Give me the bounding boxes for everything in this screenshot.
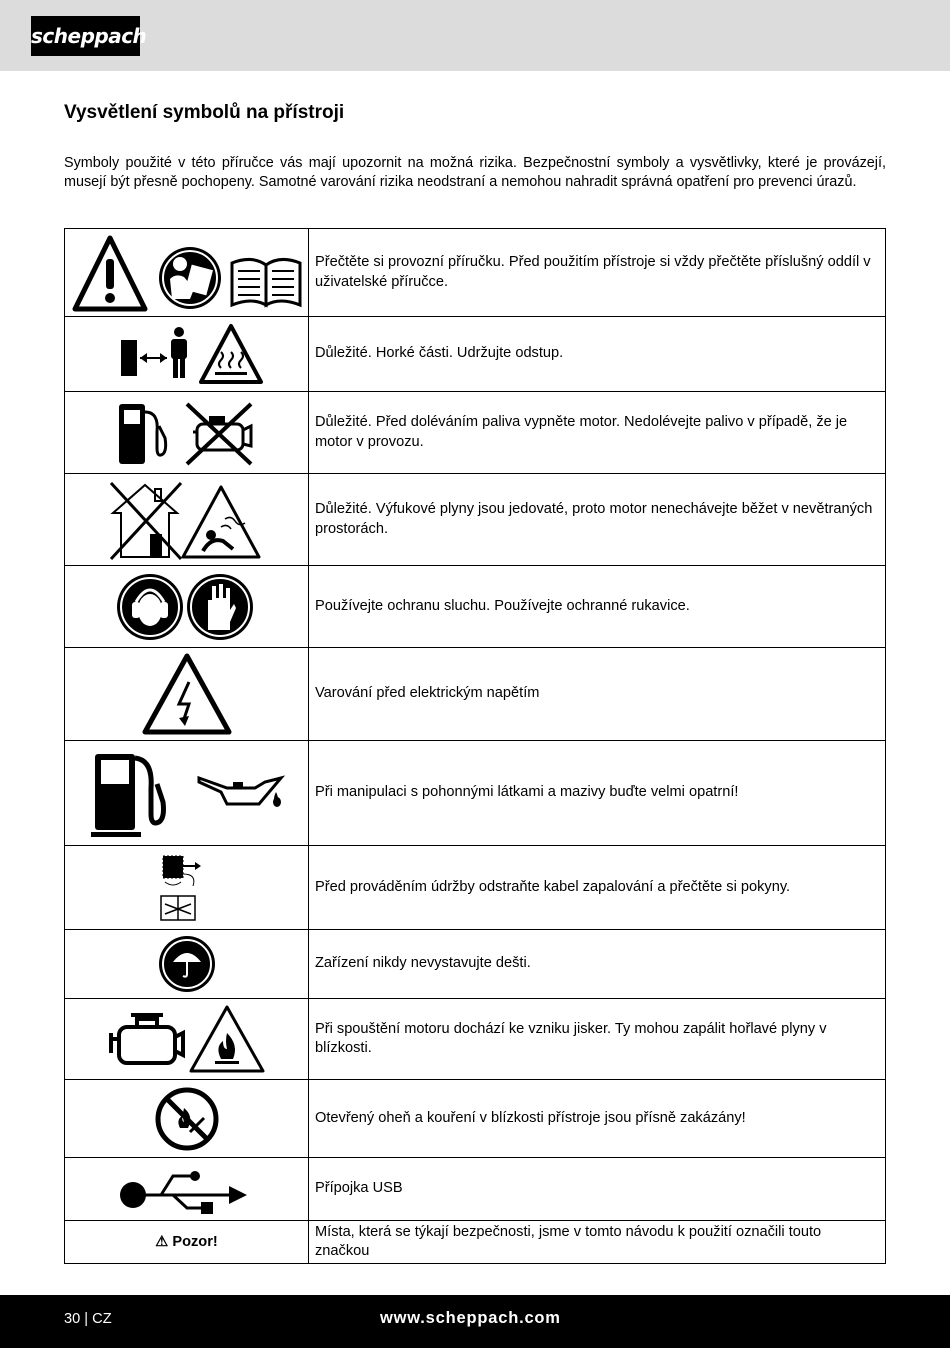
intro-paragraph: Symboly použité v této příručce vás mají upozornit na možná rizika. Bezpečnostní symboly a vysvětlivky, které je provázejí, musejí být přesně pochopeny. Samotné varování rizika neodstraní a nemohou nahradit správná opatření pro prevenci úrazů. — [64, 155, 886, 191]
fuel-pump-icon — [119, 404, 166, 464]
fuel-pump-icon — [91, 754, 164, 837]
open-book-icon — [232, 259, 300, 305]
scheppach-logo: scheppach — [31, 16, 140, 56]
table-row — [65, 1158, 886, 1221]
pozor-label: ⚠ Pozor! — [155, 1234, 218, 1250]
symbols-table — [64, 228, 886, 1264]
table-row — [65, 741, 886, 846]
keep-distance-icon — [121, 327, 187, 378]
flammable-icon — [191, 1007, 263, 1071]
ear-protection-icon — [117, 574, 183, 640]
table-row — [65, 474, 886, 566]
row-text: Používejte ochranu sluchu. Používejte ochranné rukavice. — [309, 566, 886, 648]
table-row — [65, 1221, 886, 1264]
table-row — [65, 566, 886, 648]
row-text: Varování před elektrickým napětím — [309, 648, 886, 741]
warning-triangle-icon — [75, 238, 145, 309]
row-icons — [65, 317, 309, 392]
row-icons — [65, 1221, 309, 1264]
row-icons — [65, 566, 309, 648]
table-row — [65, 392, 886, 474]
row-icons — [65, 392, 309, 474]
table-row — [65, 846, 886, 930]
table-row — [65, 930, 886, 999]
no-fire-smoking-icon — [158, 1090, 216, 1148]
hot-surface-icon — [201, 326, 261, 382]
manual-wrench-icon — [161, 896, 195, 920]
footer-bar — [0, 1295, 950, 1348]
usb-icon — [120, 1171, 247, 1214]
umbrella-icon — [159, 936, 215, 992]
table-row — [65, 648, 886, 741]
row-icons — [65, 1158, 309, 1221]
row-text: Přečtěte si provozní příručku. Před použitím přístroje si vždy přečtěte příslušný oddíl v uživatelské příručce. — [309, 229, 886, 317]
gloves-icon — [187, 574, 253, 640]
row-icons — [65, 229, 309, 317]
electric-voltage-icon — [145, 656, 229, 732]
website-link[interactable]: www.scheppach.com — [380, 1309, 561, 1327]
table-row — [65, 317, 886, 392]
no-indoor-icon — [111, 483, 181, 559]
row-icons — [65, 474, 309, 566]
row-text: Místa, která se týkají bezpečnosti, jsme v tomto návodu k použití označili touto značkou — [309, 1221, 886, 1264]
row-text: Důležité. Horké části. Udržujte odstup. — [309, 317, 886, 392]
row-text: Před prováděním údržby odstraňte kabel zapalování a přečtěte si pokyny. — [309, 846, 886, 930]
row-icons — [65, 930, 309, 999]
toxic-fumes-icon — [183, 487, 259, 557]
read-manual-icon — [159, 247, 221, 309]
row-icons — [65, 1080, 309, 1158]
row-text: Důležité. Před doléváním paliva vypněte motor. Nedolévejte palivo v případě, že je motor v provozu. — [309, 392, 886, 474]
page-number-value: 30 — [64, 1311, 81, 1327]
row-icons — [65, 741, 309, 846]
row-text: Zařízení nikdy nevystavujte dešti. — [309, 930, 886, 999]
table-row — [65, 1080, 886, 1158]
row-icons — [65, 648, 309, 741]
row-text: Přípojka USB — [309, 1158, 886, 1221]
row-text: Otevřený oheň a kouření v blízkosti přístroje jsou přísně zakázány! — [309, 1080, 886, 1158]
row-icons — [65, 999, 309, 1080]
row-icons — [65, 846, 309, 930]
page-title: Vysvětlení symbolů na přístroji — [64, 102, 345, 123]
spark-plug-cable-icon — [163, 856, 201, 886]
table-row — [65, 999, 886, 1080]
page-separator: | — [84, 1311, 89, 1327]
oil-can-icon — [199, 778, 281, 807]
engine-off-icon — [187, 404, 251, 464]
engine-icon — [111, 1015, 183, 1063]
header-bar — [0, 0, 950, 71]
row-text: Při spouštění motoru dochází ke vzniku jisker. Ty mohou zapálit hořlavé plyny v blízkosti. — [309, 999, 886, 1080]
language-code: CZ — [92, 1311, 112, 1327]
page-number — [64, 1311, 112, 1327]
row-text: Při manipulaci s pohonnými látkami a mazivy buďte velmi opatrní! — [309, 741, 886, 846]
row-text: Důležité. Výfukové plyny jsou jedovaté, proto motor nenechávejte běžet v nevětraných prostorách. — [309, 474, 886, 566]
table-row — [65, 229, 886, 317]
